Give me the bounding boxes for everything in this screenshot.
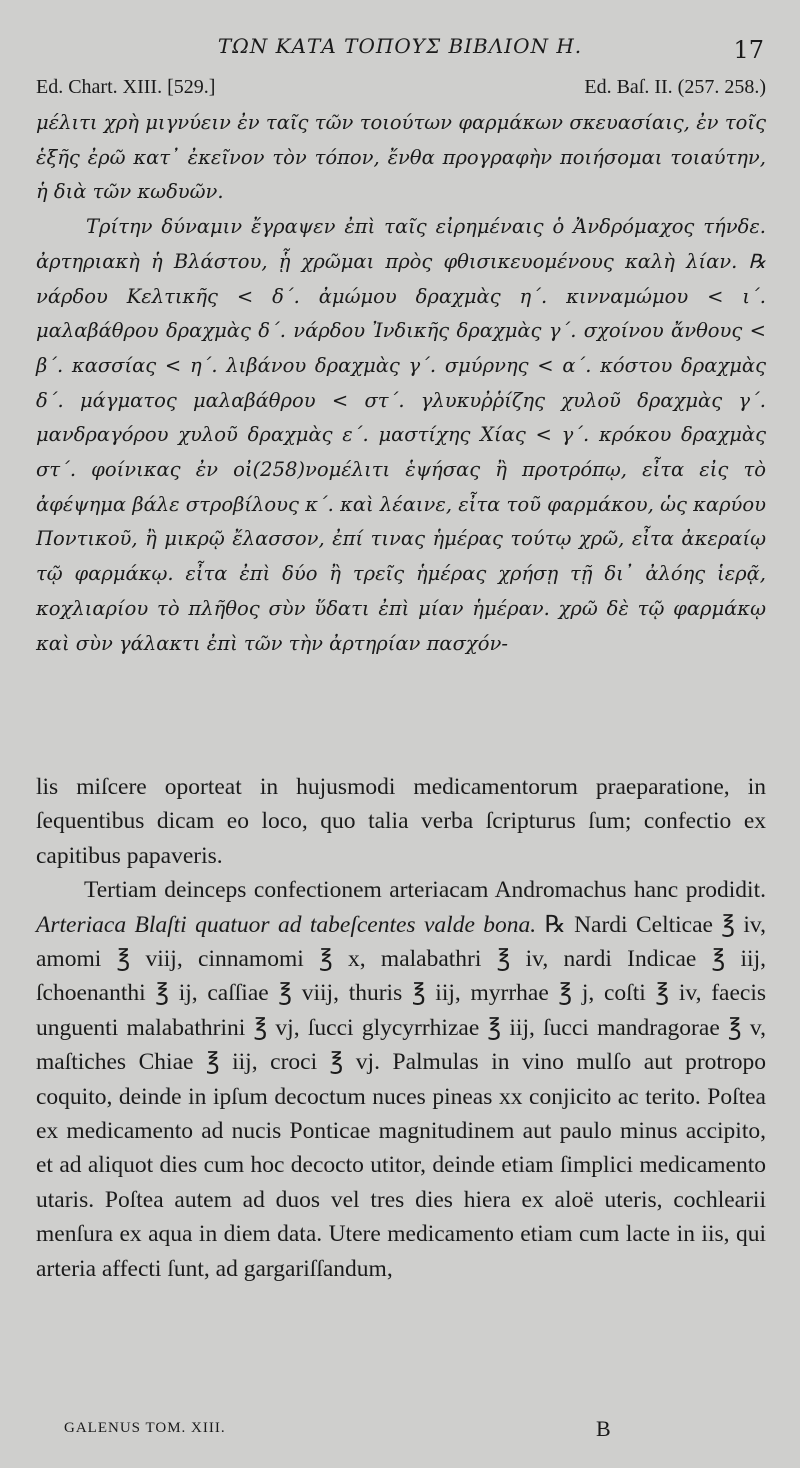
latin-paragraph-2-intro: Tertiam deinceps confectionem arteriacam Andromachus hanc prodidit.	[84, 877, 766, 904]
page-number: 17	[733, 36, 764, 64]
latin-recipe-title: Arteriaca Blaſti quatuor ad tabeſcentes valde bona.	[36, 911, 537, 938]
latin-text	[36, 770, 766, 1286]
volume-signature: GALENUS TOM. XIII.	[64, 1420, 226, 1436]
running-head	[0, 30, 800, 64]
latin-paragraph-1: lis miſcere oporteat in hujusmodi medicamentorum praeparatione, in ſequentibus dicam eo loco, quo talia verba ſcripturus ſum; confectio ex capitibus papaveris.	[36, 774, 766, 869]
greek-paragraph-2: Τρίτην δύναμιν ἔγραψεν ἐπὶ ταῖς εἰρημέναις ὁ Ἀνδρόμαχος τήνδε. ἀρτηριακὴ ἡ Βλάστου, ᾗ χρῶμαι πρὸς φθισικευομένους καλὴ λίαν. ℞ νάρδου Κελτικῆς < δ΄. ἀμώμου δραχμὰς η΄. κινναμώμου < ι΄. μαλαβάθρου δραχμὰς δ΄. νάρδου Ἰνδικῆς δραχμὰς γ΄. σχοίνου ἄνθους < β΄. κασσίας < η΄. λιβάνου δραχμὰς γ΄. σμύρνης < α΄. κόστου δραχμὰς δ΄. μάγματος μαλαβάθρου < στ΄. γλυκυῤῥίζης χυλοῦ δραχμὰς γ΄. μανδραγόρου χυλοῦ δραχμὰς ε΄. μαστίχης Χίας < γ΄. κρόκου δραχμὰς στ΄. φοίνικας ἐν οἰ(258)νομέλιτι ἑψήσας ἢ προτρόπῳ, εἶτα εἰς τὸ ἀφέψημα βάλε στροβίλους κ΄. καὶ λέαινε, εἶτα τοῦ φαρμάκου, ὡς καρύου Ποντικοῦ, ἢ μικρῷ ἔλασσον, ἐπί τινας ἡμέρας τούτῳ χρῶ, εἶτα ἀκεραίῳ τῷ φαρμάκῳ. εἶτα ἐπὶ δύο ἢ τρεῖς ἡμέρας χρήσῃ τῇ δι᾽ ἀλόης ἱερᾷ, κοχλιαρίου τὸ πλῆθος σὺν ὕδατι ἐπὶ μίαν ἡμέραν. χρῶ δὲ τῷ φαρμάκῳ καὶ σὺν γάλακτι ἐπὶ τῶν τὴν ἀρτηρίαν πασχόν-	[36, 215, 766, 655]
page-footer	[64, 1416, 704, 1442]
running-title: ΤΩΝ ΚΑΤΑ ΤΟΠΟΥΣ ΒΙΒΛΙΟΝ Η.	[217, 34, 583, 58]
edition-basel: Ed. Baſ. II. (257. 258.)	[584, 76, 766, 98]
edition-references	[36, 76, 766, 102]
edition-chartier: Ed. Chart. XIII. [529.]	[36, 76, 216, 98]
greek-text	[36, 106, 766, 661]
greek-paragraph-1: μέλιτι χρὴ μιγνύειν ἐν ταῖς τῶν τοιούτων φαρμάκων σκευασίαις, ἐν τοῖς ἑξῆς ἐρῶ κατ᾽ ἐκεῖνον τὸν τόπον, ἔνθα προγραφὴν ποιήσομαι τοιαύτην, ἡ διὰ τῶν κωδυῶν.	[36, 111, 766, 204]
latin-paragraph-2	[36, 873, 766, 1286]
latin-paragraph-2-body: ℞ Nardi Celticae ℥ iv, amomi ℥ viij, cinnamomi ℥ x, malabathri ℥ iv, nardi Indicae ℥ iij, ſchoenanthi ℥ ij, caſſiae ℥ viij, thuris ℥ iij, myrrhae ℥ j, coſti ℥ iv, faecis unguenti malabathrini ℥ vj, ſucci glycyrrhizae ℥ iij, ſucci mandragorae ℥ v, maſtiches Chiae ℥ iij, croci ℥ vj. Palmulas in vino mulſo aut protropo coquito, deinde in ipſum decoctum nuces pineas xx conjicito ac terito. Poſtea ex medicamento ad nucis Ponticae magnitudinem aut paulo minus accipito, et ad aliquot dies cum hoc decocto utitor, deinde etiam ſimplici medicamento utaris. Poſtea autem ad duos vel tres dies hiera ex aloë uteris, cochlearii menſura ex aqua in diem data. Utere medicamento etiam cum lacte in iis, qui arteria affecti ſunt, ad gargariſſandum,	[36, 911, 766, 1282]
signature-mark: B	[596, 1416, 611, 1441]
